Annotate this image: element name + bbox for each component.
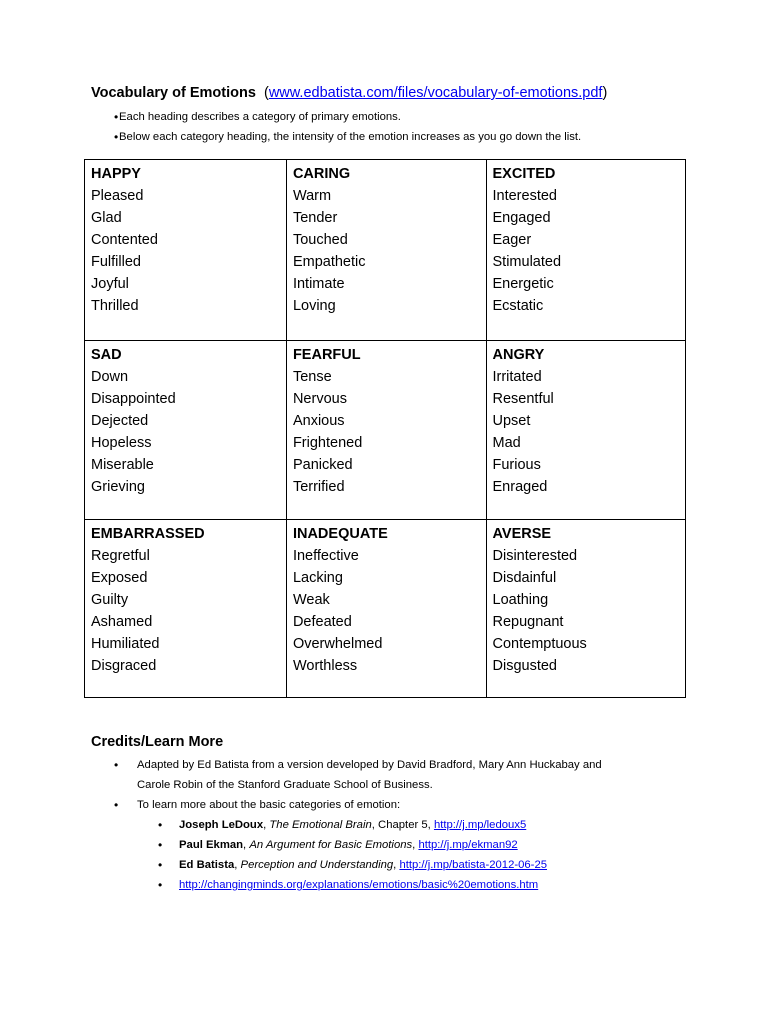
emotion-word: Furious [492,457,541,473]
emotion-word: Grieving [91,479,145,495]
emotion-word: Lacking [292,570,343,586]
reference-item [137,815,691,835]
category-heading: ANGRY [492,347,545,363]
emotion-word: Joyful [91,276,129,292]
intro-bullet: • Below each category heading, the intensity of the emotion increases as you go down the list. [91,127,581,147]
reference-separator: , [393,859,400,871]
emotion-cell-excited [486,160,686,341]
reference-item [137,855,691,875]
table-row [85,341,686,520]
emotion-word: Ecstatic [492,298,544,314]
emotion-word: Ashamed [91,614,153,630]
title-text: Vocabulary of Emotions [91,85,256,101]
emotion-word: Ineffective [292,548,359,564]
emotion-cell-embarrassed [85,520,287,698]
reference-list [137,815,691,895]
emotion-word: Pleased [91,188,144,204]
reference-work: The Emotional Brain [269,819,372,831]
title-url-open: ( [263,85,269,101]
source-url-link[interactable]: www.edbatista.com/files/vocabulary-of-emotions.pdf [268,85,603,101]
emotion-word: Empathetic [292,254,366,270]
emotion-word: Resentful [492,391,554,407]
reference-author: Ed Batista [179,859,235,871]
emotion-word: Hopeless [91,435,152,451]
emotion-word: Disinterested [492,548,578,564]
credits-adapted-item [91,755,691,795]
emotion-word: Defeated [292,614,352,630]
table-row [85,520,686,698]
emotion-cell-happy [85,160,287,341]
emotion-cell-sad [85,341,287,520]
credits-heading: Credits/Learn More [91,734,224,750]
reference-separator: , [263,819,270,831]
emotion-word: Disdainful [492,570,557,586]
emotion-word: Regretful [91,548,150,564]
title-url-close: ) [602,85,608,101]
reference-separator: , [234,859,241,871]
reference-item [137,835,691,855]
emotion-word: Anxious [292,413,345,429]
learn-more-text: To learn more about the basic categories of emotion: [137,799,401,811]
emotion-word: Interested [492,188,557,204]
category-heading: HAPPY [91,166,141,182]
reference-separator: , Chapter 5, [371,819,434,831]
emotion-word: Contented [91,232,158,248]
credits-learn-more-item [91,795,691,895]
reference-link[interactable]: http://j.mp/ekman92 [418,839,518,851]
emotion-word: Stimulated [492,254,562,270]
emotion-word: Upset [492,413,531,429]
emotion-word: Engaged [492,210,551,226]
emotion-word: Tender [292,210,338,226]
reference-author: Joseph LeDoux [179,819,264,831]
intro-bullet: • Each heading describes a category of primary emotions. [91,107,581,127]
emotion-word: Contemptuous [492,636,587,652]
credits-list [91,755,691,895]
emotion-word: Thrilled [91,298,139,314]
emotions-table [84,159,686,698]
table-row [85,160,686,341]
reference-link[interactable]: http://j.mp/ledoux5 [433,819,527,831]
emotion-word: Loathing [492,592,549,608]
emotion-word: Worthless [292,658,358,674]
reference-author: Paul Ekman [179,839,244,851]
reference-link[interactable]: http://j.mp/batista-2012-06-25 [399,859,548,871]
emotion-word: Energetic [492,276,554,292]
emotion-word: Irritated [492,369,542,385]
emotion-word: Eager [492,232,532,248]
emotion-word: Intimate [292,276,345,292]
category-heading: SAD [91,347,122,363]
emotion-word: Nervous [292,391,347,407]
emotion-cell-angry [486,341,686,520]
emotion-word: Warm [292,188,332,204]
emotion-word: Mad [492,435,521,451]
reference-work: An Argument for Basic Emotions [249,839,413,851]
emotion-cell-caring [286,160,486,341]
emotion-cell-averse [486,520,686,698]
emotion-word: Loving [292,298,336,314]
emotion-word: Dejected [91,413,149,429]
emotion-word: Panicked [292,457,353,473]
emotion-word: Weak [292,592,330,608]
emotion-word: Humiliated [91,636,160,652]
category-heading: CARING [292,166,351,182]
emotion-word: Miserable [91,457,154,473]
emotion-word: Terrified [292,479,345,495]
category-heading: EXCITED [492,166,556,182]
emotion-word: Repugnant [492,614,564,630]
emotion-word: Disgraced [91,658,157,674]
reference-separator: , [412,839,419,851]
emotion-word: Glad [91,210,122,226]
emotion-cell-fearful [286,341,486,520]
emotion-word: Disgusted [492,658,557,674]
emotion-word: Exposed [91,570,148,586]
category-heading: AVERSE [492,526,552,542]
emotion-word: Frightened [292,435,363,451]
emotion-cell-inadequate [286,520,486,698]
category-heading: FEARFUL [292,347,361,363]
reference-item [137,875,691,895]
emotion-word: Guilty [91,592,129,608]
emotion-word: Disappointed [91,391,176,407]
credits-adapted-line1: Adapted by Ed Batista from a version developed by David Bradford, Mary Ann Huckabay and [137,759,602,771]
category-heading: INADEQUATE [292,526,388,542]
intro-bullet-list [91,107,581,147]
emotion-word: Fulfilled [91,254,141,270]
emotion-word: Overwhelmed [292,636,383,652]
credits-adapted-line2: Carole Robin of the Stanford Graduate School of Business. [137,779,433,791]
category-heading: EMBARRASSED [91,526,205,542]
reference-link[interactable]: http://changingminds.org/explanations/emotions/basic%20emotions.htm [179,879,539,891]
emotion-word: Touched [292,232,348,248]
reference-work: Perception and Understanding [240,859,394,871]
emotion-word: Tense [292,369,332,385]
reference-separator: , [243,839,250,851]
emotion-word: Enraged [492,479,548,495]
emotion-word: Down [91,369,129,385]
page-title [91,85,607,101]
